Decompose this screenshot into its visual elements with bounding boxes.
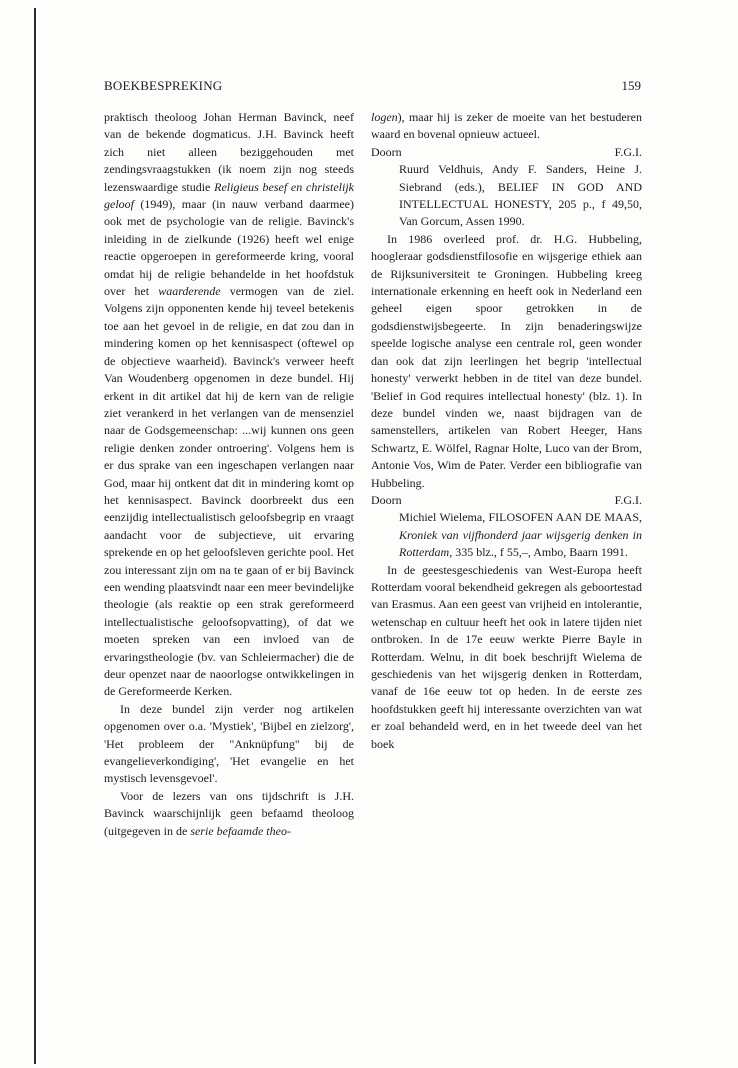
- paragraph-continuation: logen), maar hij is zeker de moeite van het bestuderen waard en bovenal opnieuw actueel.: [371, 110, 642, 142]
- signature-2: [371, 492, 642, 509]
- book-citation-filosofen-aan-de-maas: Michiel Wielema, FILOSOFEN AAN DE MAAS, Kroniek van vijfhonderd jaar wijsgerig denken in Rotterdam, 335 blz., f 55,–, Ambo, Baarn 1991.: [399, 510, 642, 560]
- signature-initials: F.G.I.: [614, 144, 642, 159]
- book-citation-belief-in-god: Ruurd Veldhuis, Andy F. Sanders, Heine J. Siebrand (eds.), BELIEF IN GOD AND INTELLECTUAL HONESTY, 205 p., f 49,50, Van Gorcum, Assen 1990.: [399, 162, 642, 229]
- signature-place: Doorn: [371, 492, 402, 507]
- paragraph-other-articles: In deze bundel zijn verder nog artikelen opgenomen over o.a. 'Mystiek', 'Bijbel en zielzorg', 'Het probleem der "Anknüpfung" bij de evangelieverkondiging', 'Het evangelie en het mystisch levensgevoel'.: [104, 701, 354, 786]
- signature-place: Doorn: [371, 144, 402, 159]
- running-title: BOEKBESPREKING: [104, 78, 223, 93]
- paragraph-readers: Voor de lezers van ons tijdschrift is J.H. Bavinck waarschijnlijk geen befaamd theoloog (uitgegeven in de serie befaamde theo-: [104, 788, 354, 838]
- left-column: [104, 109, 354, 840]
- running-header: [104, 78, 641, 96]
- paragraph-bavinck-psychology: praktisch theoloog Johan Herman Bavinck, neef van de bekende dogmaticus. J.H. Bavinck heeft zich niet alleen beziggehouden met zendingsvraagstukken (ik noem zijn nog steeds lezenswaardige studie Religieus besef en christelijk geloof (1949), maar (in nauw verband daarmee) ook met de psychologie van de religie. Bavinck's inleiding in de zielkunde (1926) heeft wel enige reactie opgeroepen in gereformeerde kring, vooral omdat hij de religie behandelde in het hoofdstuk over het waarderende vermogen van de ziel. Volgens zijn opponenten kende hij teveel betekenis toe aan het gevoel in de religie, en dat zou dan in mindering komen op het kennisaspect (oftewel op de objectieve waarheid). Bavinck's verweer heeft Van Woudenberg opgenomen in deze bundel. Hij erkent in dit artikel dat hij de kern van de religie ziet verankerd in het verlangen van de mensenziel naar de Godsgemeenschap: ...wij kunnen ons geen religie denken zonder ontroering'. Volgens hem is er dus sprake van een ingeschapen verlangen naar God, maar hij ontkent dat dit in mindering komt op het kennisaspect. Bavinck doorbreekt dus een eenzijdig intellectualistisch geloofsbegrip en vraagt aandacht voor de subjectieve, uit ervaring sprekende en op het geloofsleven gerichte pool. Het zou interessant zijn om na te gaan of er bij Bavinck een wending plaatsvindt naar een meer bevindelijke theologie (als reaktie op een strak gereformeerd intellectualistische geloofsopvatting), of dat we moeten spreken van een invloed van de ervaringstheologie (bv. van Schleiermacher) die de deur openzet naar de naoorlogse ontwikkelingen in de Gereformeerde Kerken.: [104, 110, 354, 699]
- signature-initials: F.G.I.: [614, 492, 642, 507]
- review-rotterdam: In de geestesgeschiedenis van West-Europa heeft Rotterdam vooral bekendheid gekregen als geboortestad van Erasmus. Aan een geest van vrijheid en intolerantie, wetenschap en cultuur heeft het ook in latere tijden niet ontbroken. In de 17e eeuw werkte Pierre Bayle in Rotterdam. Welnu, in dit boek beschrijft Wielema de geschiedenis van het wijsgerig denken in Rotterdam, vanaf de 16e eeuw tot op heden. In de eerste zes hoofdstukken geeft hij interessante overzichten van wat er zoal behandeld werd, en in het tweede deel van het boek: [371, 562, 642, 751]
- right-column: [371, 109, 642, 753]
- page-number: 159: [621, 78, 641, 93]
- review-hubbeling: In 1986 overleed prof. dr. H.G. Hubbeling, hoogleraar godsdienstfilosofie en wijsgerige ethiek aan de Rijksuniversiteit te Groningen. Hubbeling kreeg internationale erkenning en heeft ook in Nederland een geheel eigen spoor getrokken in de godsdienstwijsbegeerte. In zijn benaderingswijze speelde logische analyse een centrale rol, geen wonder dan ook dat zijn leerlingen het begrip 'intellectual honesty' verwerkt hebben in de titel van deze bundel. 'Belief in God requires intellectual honesty' (blz. 1). In deze bundel vinden we, naast bijdragen van de samenstellers, artikelen van Robert Heeger, Hans Schwartz, E. Wölfel, Ragnar Holte, Luco van der Brom, Antonie Vos, Wim de Pater. Verder een bibliografie van Hubbeling.: [371, 231, 642, 490]
- page-binding-edge: [34, 8, 36, 1064]
- signature-1: [371, 144, 642, 161]
